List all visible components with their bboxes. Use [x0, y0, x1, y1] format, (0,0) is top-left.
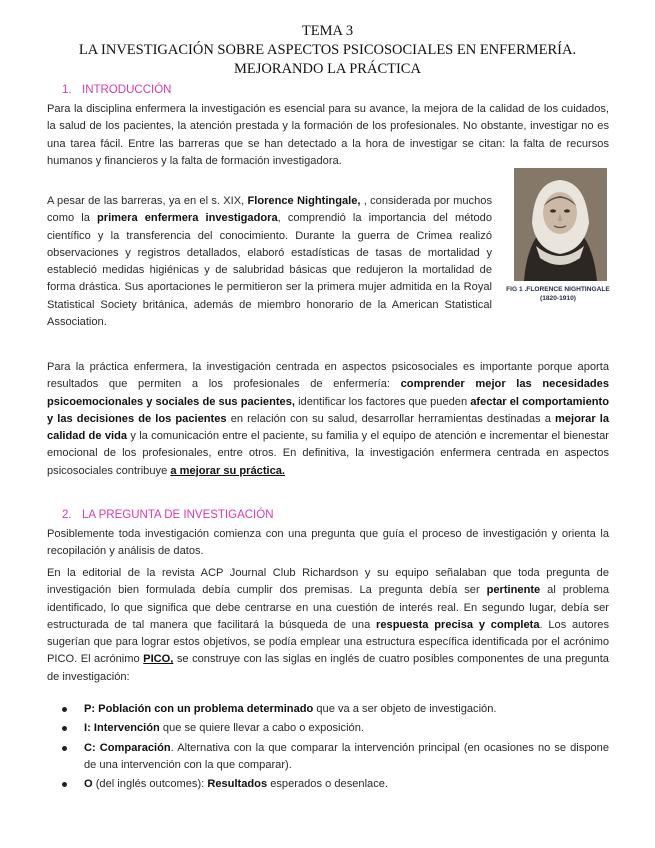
section-number: 1.: [62, 84, 72, 96]
section-number: 2.: [62, 509, 72, 521]
intro-paragraph-nightingale: A pesar de las barreras, ya en el s. XIX, Florence Nightingale, , considerada por muchos como la primera enfermera investigadora, comprendió la importancia del método científico y la transferencia del conocimiento. Durante la guerra de Crimea realizó observaciones y registros detallados, elaboró estadísticas de tasas de mortalidad y estableció medidas higiénicas y de salubridad básicas que redujeron la mortalidad de forma drástica. Sus aportaciones le permitieron ser la primera mujer admitida en la Royal Statistical Society británica, además de miembro honorario de la American Statistical Association.: [47, 195, 492, 329]
section-title: LA PREGUNTA DE INVESTIGACIÓN: [82, 509, 274, 521]
title-line-3: MEJORANDO LA PRÁCTICA: [234, 61, 421, 77]
bullet-icon: [62, 707, 67, 712]
list-item: C: Comparación. Alternativa con la que comparar la intervención principal (en ocasiones no se dispone de una intervención con la que comparar).: [47, 740, 609, 775]
section-heading-introduccion: [62, 84, 171, 96]
intro-paragraph-practice: Para la práctica enfermera, la investigación centrada en aspectos psicosociales es importante porque aporta resultados que permiten a los profesionales de enfermería: comprender mejor las necesidades psicoemocionales y sociales de sus pacientes, identificar los factores que pueden afectar el comportamiento y las decisiones de los pacientes en relación con su salud, desarrollar herramientas destinadas a mejorar la calidad de vida y la comunicación entre el paciente, su familia y el equipo de atención e incrementar el bienestar emocional de los profesionales, entre otros. En definitiva, la investigación enfermera centrada en aspectos psicosociales contribuye a mejorar su práctica.: [47, 361, 610, 477]
list-item: O (del inglés outcomes): Resultados esperados o desenlace.: [47, 776, 609, 793]
title-line-2: LA INVESTIGACIÓN SOBRE ASPECTOS PSICOSOCIALES EN ENFERMERÍA.: [78, 42, 577, 58]
question-paragraph-1: Posiblemente toda investigación comienza con una pregunta que guía el proceso de investigación y orienta la recopilación y análisis de datos.: [47, 528, 609, 558]
list-item: I: Intervención que se quiere llevar a cabo o exposición.: [47, 720, 609, 737]
question-paragraph-pico: En la editorial de la revista ACP Journal Club Richardson y su equipo señalaban que toda pregunta de investigación bien formulada debía cumplir dos premisas. La pregunta debía ser pertinente al problema identificado, lo que significa que debe centrarse en una cuestión de interés real. En segundo lugar, debía ser estructurada de tal manera que facilitará la búsqueda de una respuesta precisa y completa. Los autores sugerían que para lograr estos objetivos, se podía emplear una estructura específica identificada por el acrónimo PICO. El acrónimo PICO, se construye con las siglas en inglés de cuatro posibles componentes de una pregunta de investigación:: [47, 567, 610, 683]
list-item: P: Población con un problema determinado que va a ser objeto de investigación.: [47, 701, 609, 718]
florence-nightingale-portrait: [514, 168, 607, 281]
figure-caption: FIG 1 .FLORENCE NIGHTINGALE (1820-1910): [506, 286, 610, 302]
bullet-icon: [62, 746, 67, 751]
title-line-1: TEMA 3: [301, 23, 354, 39]
bullet-icon: [62, 782, 67, 787]
pico-list: [47, 701, 609, 795]
section-title: INTRODUCCIÓN: [82, 84, 172, 96]
intro-paragraph-1: Para la disciplina enfermera la investigación es esencial para su avance, la mejora de la calidad de los cuidados, la salud de los pacientes, la atención prestada y la formación de los profesionales. No obstante, investigar no es una tarea fácil. Entre las barreras que se han detectado a la hora de investigar se citan: la falta de recursos humanos y financieros y la falta de formación investigadora.: [47, 103, 609, 167]
section-heading-pregunta: [62, 509, 274, 521]
document-title: [40, 22, 615, 79]
bullet-icon: [62, 726, 67, 731]
